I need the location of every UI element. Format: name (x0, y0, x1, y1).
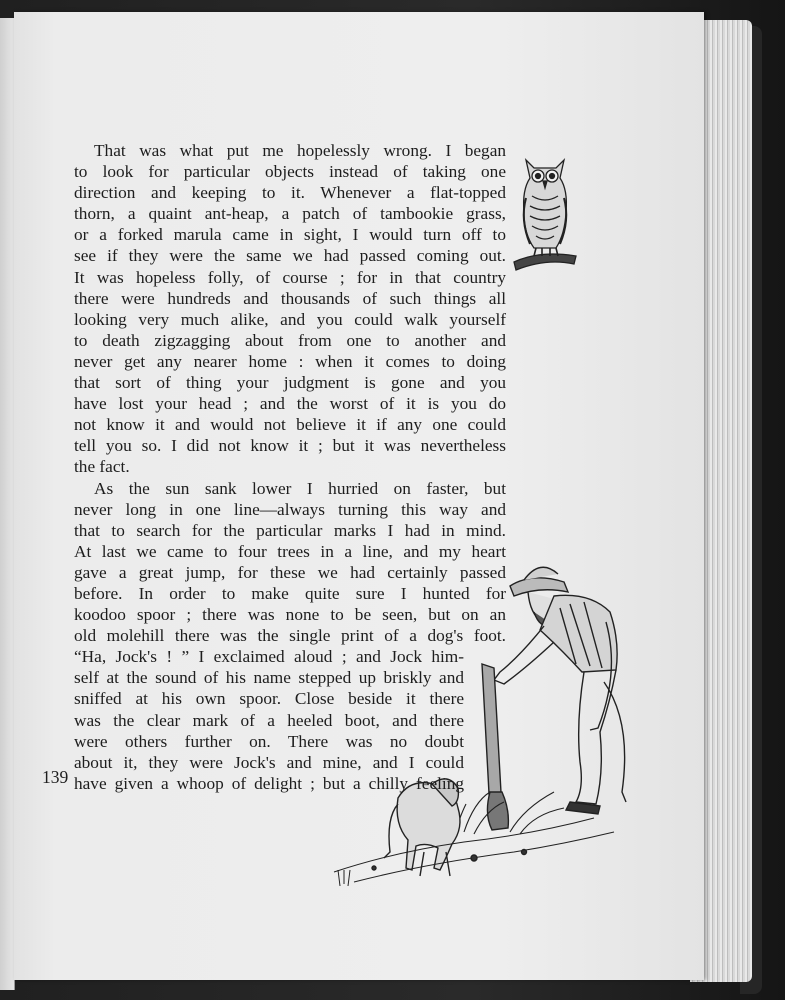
text-line: to look for particular objects instead of taking one (74, 162, 506, 182)
text-line: not know it and would not believe it if any one could (74, 415, 506, 435)
text-line: That was what put me hopelessly wrong. I began (94, 141, 506, 160)
text-line: gave a great jump, for these we had certainly passed (74, 562, 506, 582)
text-line: see if they were the same we had passed coming out. (74, 246, 506, 266)
text-line: As the sun sank lower I hurried on faster, but (94, 478, 506, 498)
text-line: was the clear mark of a heeled boot, and there (74, 710, 464, 730)
text-line: It was hopeless folly, of course ; for in that country (74, 267, 506, 287)
text-line: before. In order to make quite sure I hunted for (74, 583, 506, 603)
text-line: “Ha, Jock's ! ” I exclaimed aloud ; and Jock him- (74, 647, 464, 667)
book-page (14, 12, 704, 980)
text-line: have given a whoop of delight ; but a chilly feeling (74, 773, 464, 793)
text-line: to death zigzagging about from one to another and (74, 330, 506, 350)
text-line: self at the sound of his name stepped up briskly and (74, 668, 464, 688)
text-line: direction and keeping to it. Whenever a flat-topped (74, 183, 506, 203)
text-line: sniffed at his own spoor. Close beside it there (74, 689, 464, 709)
text-line: old molehill there was the single print of a dog's foot. (74, 626, 506, 646)
text-line: have lost your head ; and the worst of it is you do (74, 394, 506, 414)
paragraph-2 (74, 478, 506, 794)
text-line: that to search for the particular marks I had in mind. (74, 520, 506, 540)
body-text (74, 140, 506, 794)
text-line: or a forked marula came in sight, I would turn off to (74, 225, 506, 245)
page-number: 139 (42, 767, 69, 787)
text-line: thorn, a quaint ant-heap, a patch of tambookie grass, (74, 204, 506, 224)
text-line: there were hundreds and thousands of such things all (74, 288, 506, 308)
text-line: the fact. (74, 457, 130, 477)
text-line: were others further on. There was no doubt (74, 731, 464, 751)
text-line: At last we came to four trees in a line, and my heart (74, 541, 506, 561)
text-line: that sort of thing your judgment is gone and you (74, 373, 506, 393)
text-line: never get any nearer home : when it comes to doing (74, 351, 506, 371)
paragraph-1 (74, 140, 506, 478)
text-line: koodoo spoor ; there was none to be seen, but on an (74, 605, 506, 625)
previous-page-edge (0, 18, 15, 990)
text-line: looking very much alike, and you could walk yourself (74, 309, 506, 329)
text-line: never long in one line—always turning this way and (74, 499, 506, 519)
text-line: tell you so. I did not know it ; but it was nevertheless (74, 436, 506, 456)
text-line: about it, they were Jock's and mine, and I could (74, 752, 464, 772)
owl-illustration (510, 150, 580, 280)
